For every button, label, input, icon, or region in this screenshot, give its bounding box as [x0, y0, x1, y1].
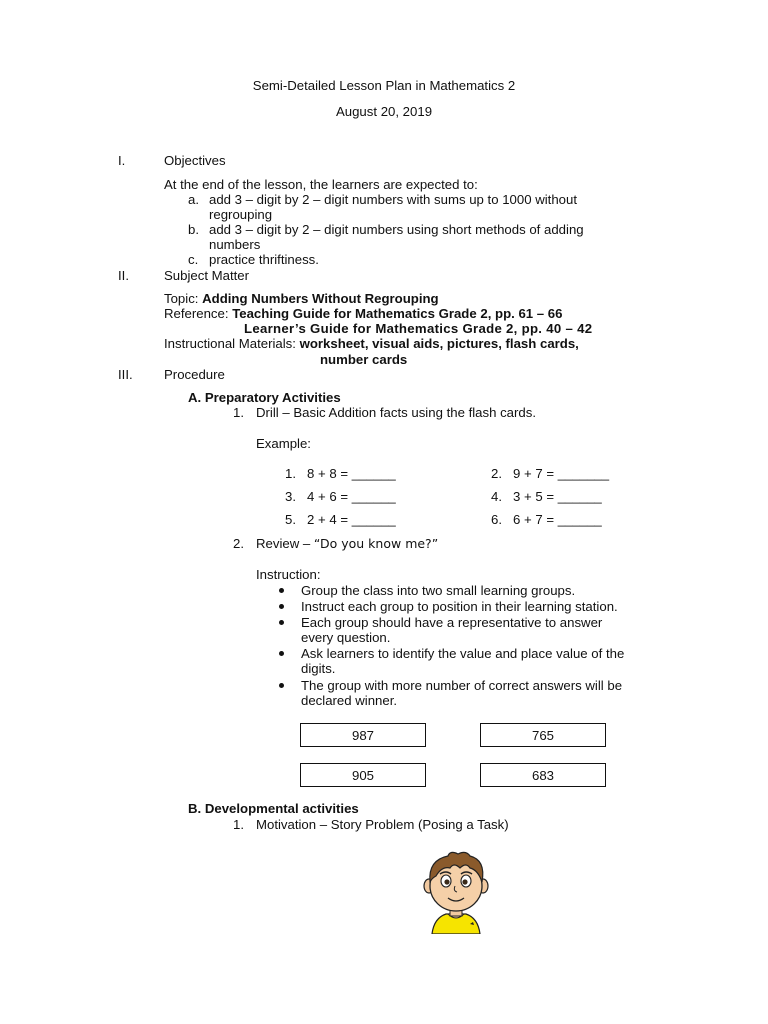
- section-numeral-procedure: III.: [118, 367, 133, 382]
- objective-text: add 3 – digit by 2 – digit numbers with sums up to 1000 without: [209, 192, 578, 207]
- example-expression: 4 + 6 = ______: [307, 489, 396, 504]
- number-card: 683: [480, 763, 606, 787]
- objective-label: c.: [188, 252, 199, 267]
- review-line: [256, 536, 438, 552]
- objectives-intro: At the end of the lesson, the learners are expected to:: [164, 177, 478, 192]
- section-numeral-objectives: I.: [118, 153, 126, 168]
- topic-label: Topic:: [164, 291, 203, 306]
- reference-value-cont: Learner’s Guide for Mathematics Grade 2, pp. 40 – 42: [244, 321, 593, 336]
- instruction-bullet-cont: every question.: [301, 630, 391, 645]
- example-expression: 3 + 5 = ______: [513, 489, 602, 504]
- instruction-bullet-cont: declared winner.: [301, 693, 398, 708]
- topic-line: [164, 291, 439, 307]
- example-expression: 9 + 7 = _______: [513, 466, 610, 481]
- review-quote: “Do you know me?”: [313, 536, 439, 551]
- reference-label: Reference:: [164, 306, 233, 321]
- materials-line: [164, 336, 579, 352]
- boy-cartoon-icon: [420, 848, 492, 934]
- example-expression: 6 + 7 = ______: [513, 512, 602, 527]
- objective-text-cont: numbers: [209, 237, 261, 252]
- objective-label: b.: [188, 222, 199, 237]
- example-label: Example:: [256, 436, 311, 451]
- example-expression: 8 + 8 = ______: [307, 466, 396, 481]
- materials-label: Instructional Materials:: [164, 336, 300, 351]
- example-number: 5.: [285, 512, 296, 527]
- objective-text: practice thriftiness.: [209, 252, 319, 267]
- example-expression: 2 + 4 = ______: [307, 512, 396, 527]
- objective-label: a.: [188, 192, 199, 207]
- number-card: 987: [300, 723, 426, 747]
- reference-line: [164, 306, 562, 322]
- section-heading-procedure: Procedure: [164, 367, 225, 382]
- subsection-heading-developmental: B. Developmental activities: [188, 801, 359, 816]
- example-number: 3.: [285, 489, 296, 504]
- subsection-heading-preparatory: A. Preparatory Activities: [188, 390, 341, 405]
- materials-value-cont: number cards: [320, 352, 408, 367]
- instruction-label: Instruction:: [256, 567, 321, 582]
- topic-value: Adding Numbers Without Regrouping: [202, 291, 439, 306]
- section-heading-subject-matter: Subject Matter: [164, 268, 250, 283]
- section-heading-objectives: Objectives: [164, 153, 226, 168]
- materials-value: worksheet, visual aids, pictures, flash cards,: [299, 336, 579, 351]
- example-number: 6.: [491, 512, 502, 527]
- review-number: 2.: [233, 536, 244, 551]
- number-card: 765: [480, 723, 606, 747]
- reference-value: Teaching Guide for Mathematics Grade 2, pp. 61 – 66: [232, 306, 563, 321]
- example-number: 1.: [285, 466, 296, 481]
- number-card: 905: [300, 763, 426, 787]
- objective-text-cont: regrouping: [209, 207, 273, 222]
- example-number: 4.: [491, 489, 502, 504]
- motivation-number: 1.: [233, 817, 244, 832]
- motivation-text: Motivation – Story Problem (Posing a Task): [256, 817, 509, 832]
- section-numeral-subject-matter: II.: [118, 268, 129, 283]
- drill-text: Drill – Basic Addition facts using the flash cards.: [256, 405, 537, 420]
- review-label: Review –: [256, 536, 314, 551]
- example-number: 2.: [491, 466, 502, 481]
- document-title: Semi-Detailed Lesson Plan in Mathematics 2: [252, 78, 516, 93]
- document-date: August 20, 2019: [335, 104, 433, 119]
- drill-number: 1.: [233, 405, 244, 420]
- objective-text: add 3 – digit by 2 – digit numbers using short methods of adding: [209, 222, 584, 237]
- instruction-bullet-cont: digits.: [301, 661, 336, 676]
